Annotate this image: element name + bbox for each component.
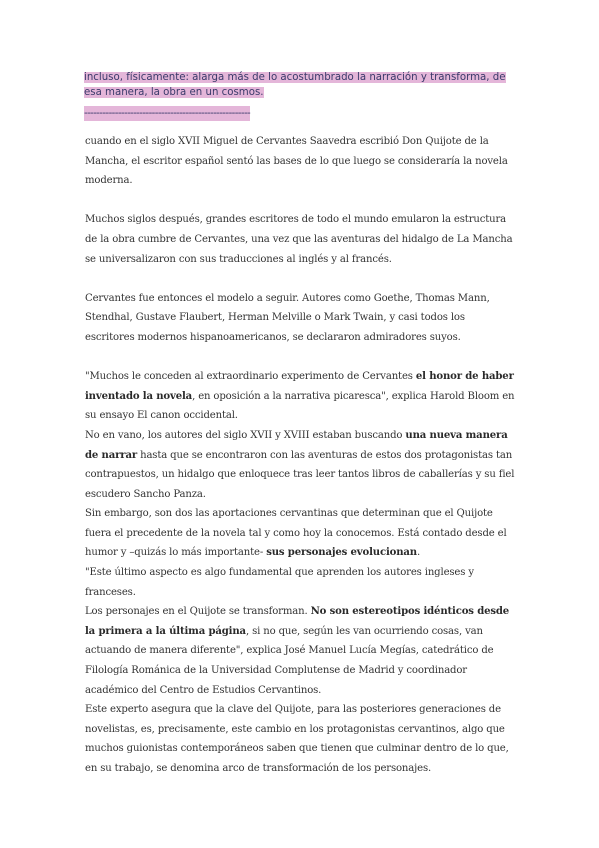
dashed-separator: ------------------------------------------------------	[84, 108, 251, 119]
paragraph: Muchos siglos después, grandes escritores de todo el mundo emularon la estructura de la obra cumbre de Cervantes, una vez que las aventuras del hidalgo de La Mancha se universalizaron con sus traducciones al inglés y al francés.	[85, 214, 513, 265]
paragraph: Este experto asegura que la clave del Quijote, para las posteriores generaciones de novelistas, es, precisamente, este cambio en los protagonistas cervantinos, algo que muchos guionistas contemporáneos saben que tienen que culminar dentro de lo que, en su trabajo, se denomina arco de transformación de los personajes.	[85, 704, 509, 774]
paragraph: Sin embargo, son dos las aportaciones cervantinas que determinan que el Quijote fuera el precedente de la novela tal y como hoy la conocemos. Está contado desde el humor y –quizás lo más importante- sus personajes evolucionan.	[85, 508, 507, 559]
paragraph: Cervantes fue entonces el modelo a seguir. Autores como Goethe, Thomas Mann, Stendhal, Gustave Flaubert, Herman Melville o Mark Twain, y casi todos los escritores modernos hispanoamericanos, se declararon admiradores suyos.	[85, 292, 490, 343]
bold-phrase: una nueva manera de narrar	[85, 429, 508, 461]
bold-phrase: No son estereotipos idénticos desde la primera a la última página	[85, 606, 510, 637]
highlighted-excerpt	[84, 70, 508, 100]
highlighted-text: incluso, físicamente: alarga más de lo acostumbrado la narración y transforma, de esa manera, la obra en un cosmos.	[84, 72, 506, 98]
paragraph: No en vano, los autores del siglo XVII y XVIII estaban buscando una nueva manera de narrar hasta que se encontraron con las aventuras de estos dos protagonistas tan contrapuestos, un hidalgo que enloquece tras leer tantos libros de caballerías y su fiel escudero Sancho Panza.	[85, 429, 515, 500]
paragraph: "Muchos le conceden al extraordinario experimento de Cervantes el honor de haber inventado la novela, en oposición a la narrativa picaresca", explica Harold Bloom en su ensayo El canon occidental.	[85, 371, 515, 422]
bold-phrase: sus personajes evolucionan	[266, 547, 417, 559]
paragraph: "Este último aspecto es algo fundamental que aprenden los autores ingleses y franceses.	[85, 567, 474, 598]
article-body	[85, 132, 515, 779]
bold-phrase: el honor de haber inventado la novela	[85, 371, 514, 402]
paragraph: cuando en el siglo XVII Miguel de Cervantes Saavedra escribió Don Quijote de la Mancha, el escritor español sentó las bases de lo que luego se consideraría la novela moderna.	[85, 136, 508, 187]
paragraph: Los personajes en el Quijote se transforman. No son estereotipos idénticos desde la primera a la última página, si no que, según les van ocurriendo cosas, van actuando de manera diferente", explica José Manuel Lucía Megías, catedrático de Filología Románica de la Universidad Complutense de Madrid y coordinador académico del Centro de Estudios Cervantinos.	[85, 606, 510, 696]
